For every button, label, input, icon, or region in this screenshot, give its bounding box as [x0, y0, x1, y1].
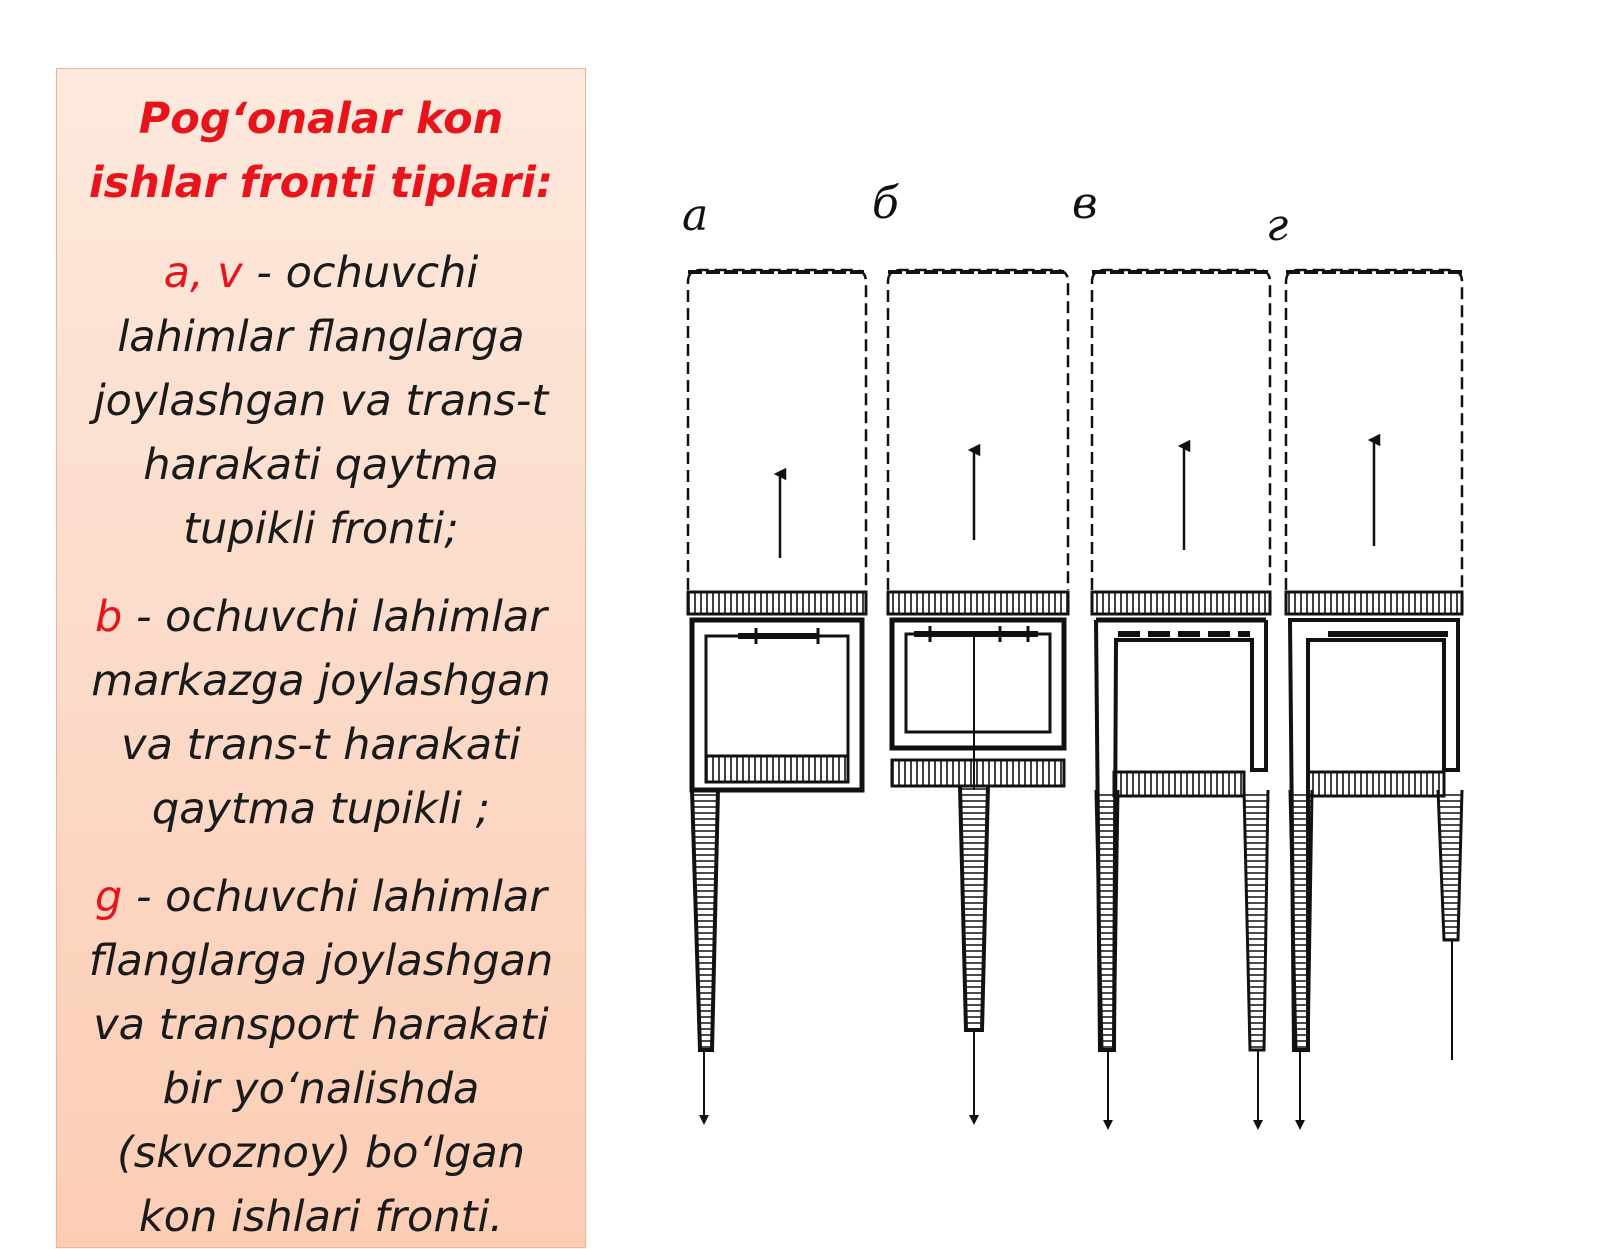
paragraph-b	[71, 585, 571, 841]
text-panel	[56, 68, 586, 1248]
diagram-label-a: а	[682, 190, 709, 241]
scheme-g	[1286, 270, 1462, 1125]
paragraph-text: - ochuvchi lahimlar markazga joylashgan va trans-t harakati qaytma tupikli ;	[91, 592, 551, 834]
paragraph-marker: b	[95, 592, 123, 642]
paragraph-text: - ochuvchi lahimlar flanglarga joylashgan va trans-t harakati qaytma tupikli fronti;	[93, 248, 549, 554]
scheme-v	[1092, 270, 1270, 1125]
scheme-b	[888, 270, 1068, 1120]
mining-front-diagram	[668, 150, 1508, 1150]
diagram-label-g: г	[1266, 200, 1289, 251]
paragraph-text: - ochuvchi lahimlar flanglarga joylashgan va transport harakati bir yo‘nalishda (skvoznoy) bo‘lgan kon ishlari fronti.	[88, 872, 554, 1242]
panel-title: Pog‘onalar kon ishlar fronti tiplari:	[88, 94, 554, 208]
scheme-a	[688, 270, 866, 1120]
paragraph-marker: a, v	[163, 248, 243, 298]
diagram-label-b: б	[872, 178, 899, 229]
paragraph-marker: g	[95, 872, 123, 922]
paragraph-g	[71, 865, 571, 1249]
diagram-label-v: в	[1072, 178, 1098, 229]
diagram-svg	[668, 150, 1508, 1150]
paragraph-a-v	[71, 241, 571, 561]
